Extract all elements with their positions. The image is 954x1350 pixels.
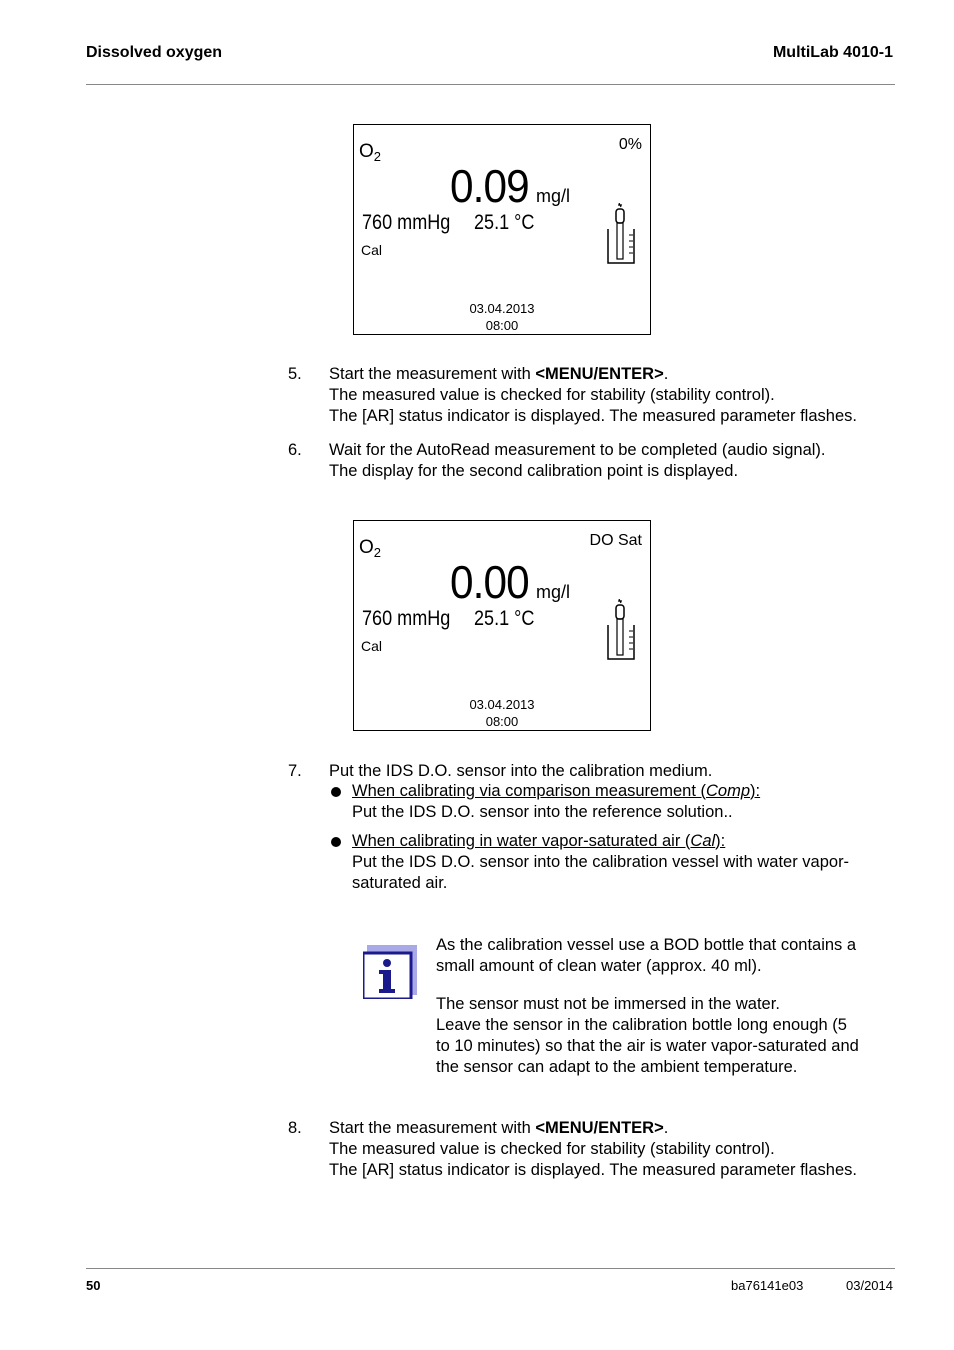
note-text: Leave the sensor in the calibration bottle long enough (5: [436, 1016, 847, 1034]
meter-display-1: [353, 124, 651, 335]
parameter-label: $O_2$: [359, 141, 382, 164]
note-text: to 10 minutes) so that the air is water vapor-saturated and: [436, 1037, 859, 1055]
mode-label: Cal: [361, 638, 383, 654]
status-indicator: DO Sat: [589, 532, 642, 549]
air-pressure: 760 mmHg: [362, 607, 451, 630]
step-text: The [AR] status indicator is displayed. The measured parameter flashes.: [329, 407, 857, 425]
bullet-text: Put the IDS D.O. sensor into the calibration vessel with water vapor-: [352, 853, 850, 871]
bullet-text: saturated air.: [352, 874, 448, 892]
display-date: 03.04.2013: [469, 301, 535, 316]
air-pressure: 760 mmHg: [362, 211, 451, 234]
bullet-text: Put the IDS D.O. sensor into the reference solution..: [352, 803, 733, 821]
page-number: 50: [86, 1278, 101, 1293]
display-time: 08:00: [485, 318, 519, 333]
step-text: Start the measurement with: [329, 365, 536, 383]
temperature: 25.1 °C: [474, 211, 535, 234]
mode-label: Cal: [361, 242, 383, 258]
bullet-dot: [331, 837, 341, 847]
note-text: As the calibration vessel use a BOD bottle that contains a: [436, 936, 857, 954]
info-note: [436, 935, 891, 1078]
beaker-sensor-icon: [604, 599, 638, 661]
measured-value: 0.00: [450, 556, 529, 608]
bullet-heading: When calibrating via comparison measurement (Comp):: [352, 782, 761, 800]
footer-rule: [86, 1268, 895, 1269]
note-text: The sensor must not be immersed in the water.: [436, 995, 780, 1013]
step-text: Start the measurement with: [329, 1119, 536, 1137]
bullet-heading: When calibrating in water vapor-saturated air (Cal):: [352, 832, 726, 850]
step-text: Put the IDS D.O. sensor into the calibration medium.: [329, 762, 713, 780]
value-unit: mg/l: [536, 186, 571, 206]
step-text: The measured value is checked for stability (stability control).: [329, 1140, 775, 1158]
value-unit: mg/l: [536, 582, 571, 602]
step-text: Wait for the AutoRead measurement to be completed (audio signal).: [329, 441, 826, 459]
parameter-label: $O_2$: [359, 537, 382, 560]
step-number: 7.: [288, 762, 302, 780]
note-text: the sensor can adapt to the ambient temperature.: [436, 1058, 798, 1076]
step-text: The display for the second calibration point is displayed.: [329, 462, 739, 480]
header-section-title: Dissolved oxygen: [86, 44, 223, 61]
step-text: The measured value is checked for stability (stability control).: [329, 386, 775, 404]
temperature: 25.1 °C: [474, 607, 535, 630]
measured-value: 0.09: [450, 160, 529, 212]
header-rule: [86, 84, 895, 85]
bullet-dot: [331, 787, 341, 797]
note-text: small amount of clean water (approx. 40 ml).: [436, 957, 762, 975]
meter-display-2: [353, 520, 651, 731]
display-time: 08:00: [485, 714, 519, 729]
key-label: <MENU/ENTER>: [535, 1119, 664, 1137]
step-number: 5.: [288, 365, 302, 383]
step-number: 6.: [288, 441, 302, 459]
key-label: <MENU/ENTER>: [535, 365, 664, 383]
info-icon: [363, 945, 417, 999]
step-text: The [AR] status indicator is displayed. The measured parameter flashes.: [329, 1161, 857, 1179]
status-indicator: 0%: [618, 136, 642, 153]
document-date: 03/2014: [846, 1278, 893, 1293]
display-date: 03.04.2013: [469, 697, 535, 712]
beaker-sensor-icon: [604, 203, 638, 265]
document-id: ba76141e03: [731, 1278, 804, 1293]
step-number: 8.: [288, 1119, 302, 1137]
header-product-name: MultiLab 4010-1: [772, 44, 893, 61]
